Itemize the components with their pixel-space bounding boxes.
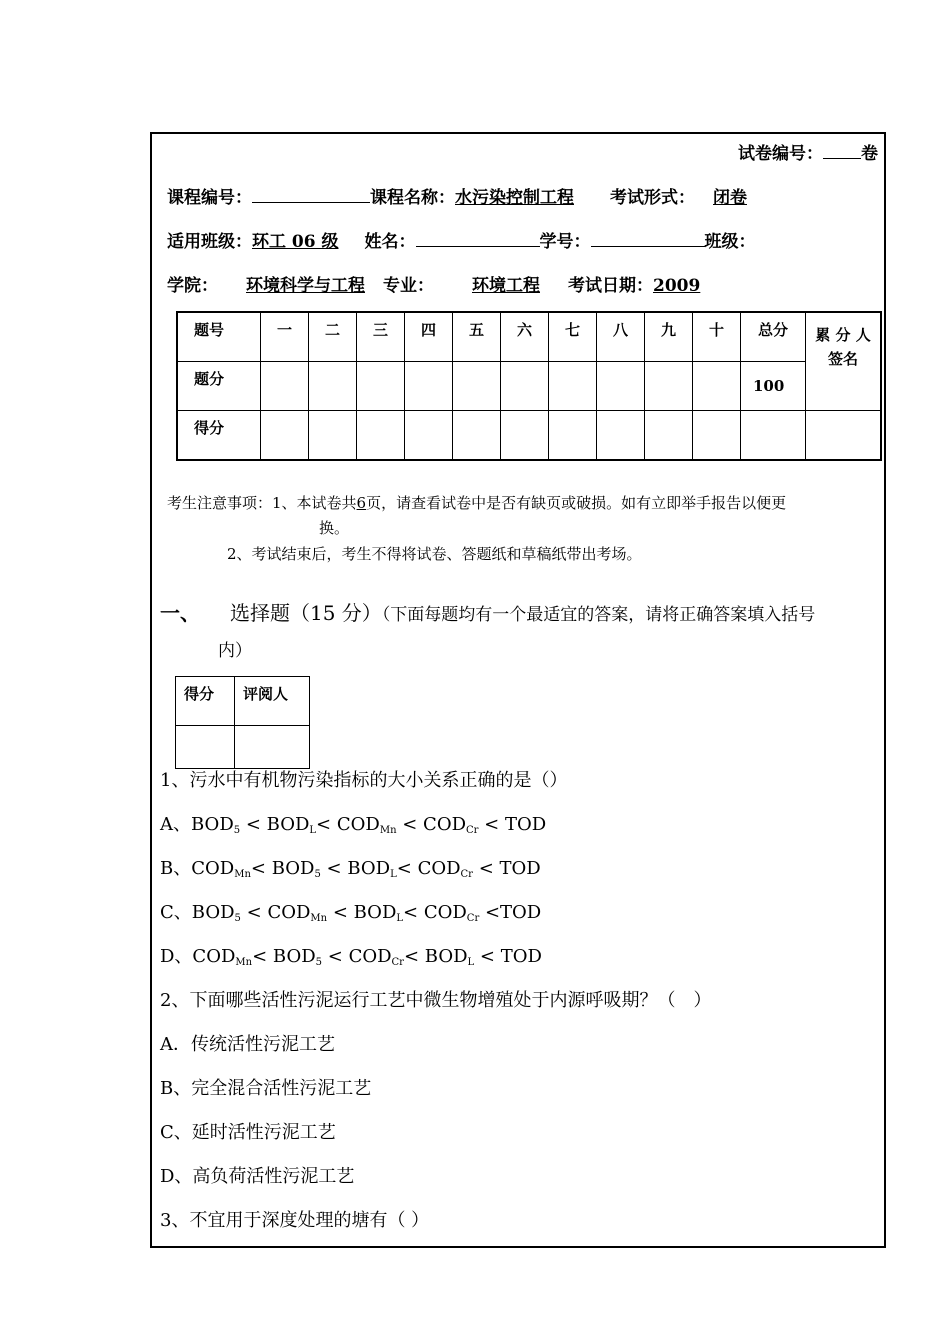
lt: < <box>474 946 501 967</box>
total-points: 100 <box>741 362 806 411</box>
grader-table <box>175 676 310 769</box>
sub-5: 5 <box>233 825 241 836</box>
points-cell[interactable] <box>693 362 741 411</box>
col-header: 二 <box>309 312 357 362</box>
paper-number-blank[interactable] <box>823 142 861 159</box>
row-label-points: 题分 <box>177 362 261 411</box>
college-label: 学院： <box>167 276 218 296</box>
section-instruction-cont: 内） <box>218 641 252 661</box>
paper-number-suffix: 卷 <box>861 144 878 164</box>
q1a-prefix: A、BOD <box>160 814 234 835</box>
course-name-label: 课程名称： <box>370 188 455 208</box>
signer-sign-cell[interactable] <box>806 411 882 461</box>
earned-cell[interactable] <box>501 411 549 461</box>
course-no-label: 课程编号： <box>167 188 252 208</box>
name-blank[interactable] <box>416 230 540 247</box>
q2-option-a: A．传统活性污泥工艺 <box>160 1034 335 1055</box>
lt: < <box>322 946 349 967</box>
q1b-prefix: B、COD <box>160 858 235 879</box>
col-header: 三 <box>357 312 405 362</box>
signer-cell <box>806 312 882 411</box>
notes-line-1 <box>167 492 786 513</box>
lt: < <box>396 858 418 879</box>
section-number: 一、 <box>160 601 200 625</box>
grader-score-label: 得分 <box>176 677 235 726</box>
lt: < <box>403 902 424 923</box>
lt: < <box>396 814 424 835</box>
notes-line-1-cont: 换。 <box>319 519 350 537</box>
notes-line-2: 2、考试结束后，考生不得将试卷、答题纸和草稿纸带出考场。 <box>227 545 642 563</box>
col-header: 六 <box>501 312 549 362</box>
lt: < <box>327 902 354 923</box>
tod: TOD <box>504 814 547 835</box>
col-header: 七 <box>549 312 597 362</box>
col-header: 一 <box>261 312 309 362</box>
q1-option-c <box>160 898 541 924</box>
sub-l: L <box>467 957 475 968</box>
cod: COD <box>423 814 467 835</box>
sub-cr: Cr <box>391 957 404 968</box>
bod: BOD <box>266 814 310 835</box>
sub-cr: Cr <box>460 869 473 880</box>
tod: TOD <box>500 946 542 967</box>
lt: < <box>320 858 348 879</box>
lt: < <box>240 814 267 835</box>
cod: COD <box>417 858 461 879</box>
exam-date-value: 2009 <box>653 276 701 296</box>
bod: BOD <box>353 902 397 923</box>
cod: COD <box>267 902 311 923</box>
q1-option-b <box>160 854 541 880</box>
points-cell[interactable] <box>453 362 501 411</box>
bod: BOD <box>424 946 468 967</box>
section-heading <box>160 597 815 626</box>
student-no-label: 学号： <box>539 232 591 252</box>
lt-tod: <TOD <box>479 902 542 923</box>
major-label: 专业： <box>383 276 434 296</box>
earned-cell[interactable] <box>549 411 597 461</box>
q1-option-a <box>160 810 546 836</box>
sub-cr: Cr <box>466 913 480 924</box>
points-cell[interactable] <box>309 362 357 411</box>
col-header-total: 总分 <box>741 312 806 362</box>
sub-5: 5 <box>315 957 323 968</box>
lt: < <box>478 814 505 835</box>
course-no-blank[interactable] <box>252 186 370 203</box>
bod: BOD <box>347 858 391 879</box>
major-value: 环境工程 <box>472 276 540 296</box>
lt: < <box>472 858 500 879</box>
signer-label-2: 签名 <box>827 350 858 368</box>
score-row-points <box>177 362 881 411</box>
lt: < <box>250 858 272 879</box>
points-cell[interactable] <box>645 362 693 411</box>
exam-date-label: 考试日期： <box>568 276 653 296</box>
sub-mn: Mn <box>234 869 251 880</box>
q1-option-d <box>160 942 542 968</box>
col-header: 九 <box>645 312 693 362</box>
exam-form-label: 考试形式： <box>610 188 695 208</box>
college-value: 环境科学与工程 <box>246 276 365 296</box>
question-3: 3、不宜用于深度处理的塘有（ ） <box>160 1210 430 1231</box>
points-cell[interactable] <box>549 362 597 411</box>
name-label: 姓名： <box>364 232 416 252</box>
cod: COD <box>336 814 380 835</box>
points-cell[interactable] <box>357 362 405 411</box>
earned-cell[interactable] <box>453 411 501 461</box>
student-line <box>167 227 756 252</box>
cod: COD <box>348 946 392 967</box>
section-title: 选择题（15 分） <box>230 601 382 625</box>
grader-name-label: 评阅人 <box>235 677 310 726</box>
exam-form-value: 闭卷 <box>713 188 747 208</box>
lt: < <box>316 814 337 835</box>
sub-l: L <box>390 869 397 880</box>
tod: TOD <box>499 858 541 879</box>
course-name-value: 水污染控制工程 <box>455 188 574 208</box>
earned-cell[interactable] <box>645 411 693 461</box>
sub-mn: Mn <box>235 957 253 968</box>
sub-mn: Mn <box>379 825 397 836</box>
lt: < <box>252 946 273 967</box>
group-label: 班级： <box>704 232 756 252</box>
earned-cell[interactable] <box>357 411 405 461</box>
earned-cell[interactable] <box>693 411 741 461</box>
grader-name-cell[interactable] <box>235 726 310 769</box>
sub-mn: Mn <box>310 913 328 924</box>
earned-cell[interactable] <box>405 411 453 461</box>
lt: < <box>403 946 425 967</box>
course-line <box>167 183 811 208</box>
lt: < <box>240 902 268 923</box>
row-label-earned: 得分 <box>177 411 261 461</box>
sub-l: L <box>309 825 317 836</box>
sub-cr: Cr <box>466 825 479 836</box>
points-cell[interactable] <box>261 362 309 411</box>
sub-5: 5 <box>314 869 321 880</box>
score-row-question <box>177 312 881 362</box>
grader-score-cell[interactable] <box>176 726 235 769</box>
earned-cell[interactable] <box>597 411 645 461</box>
row-label-question: 题号 <box>177 312 261 362</box>
col-header: 八 <box>597 312 645 362</box>
points-cell[interactable] <box>405 362 453 411</box>
col-header: 十 <box>693 312 741 362</box>
notes-page-count: 6 <box>356 494 367 512</box>
q2-option-d: D、高负荷活性污泥工艺 <box>160 1166 355 1187</box>
sub-5: 5 <box>234 913 241 924</box>
class-label: 适用班级： <box>167 232 252 252</box>
notes-text: 考生注意事项：1、本试卷共 <box>167 494 357 512</box>
score-row-earned <box>177 411 881 461</box>
paper-number-label: 试卷编号： <box>738 144 823 164</box>
signer-label-1: 累 分 人 <box>815 326 871 344</box>
col-header: 五 <box>453 312 501 362</box>
points-cell[interactable] <box>501 362 549 411</box>
class-value: 环工 06 级 <box>252 232 339 252</box>
question-2: 2、下面哪些活性污泥运行工艺中微生物增殖处于内源呼吸期？（ ） <box>160 990 712 1011</box>
earned-cell[interactable] <box>261 411 309 461</box>
cod: COD <box>423 902 467 923</box>
earned-cell[interactable] <box>741 411 806 461</box>
points-cell[interactable] <box>597 362 645 411</box>
paper-number <box>738 139 878 164</box>
q2-option-b: B、完全混合活性污泥工艺 <box>160 1078 372 1099</box>
bod: BOD <box>272 946 316 967</box>
sub-l: L <box>396 913 404 924</box>
student-no-blank[interactable] <box>591 230 705 247</box>
earned-cell[interactable] <box>309 411 357 461</box>
col-header: 四 <box>405 312 453 362</box>
notes-text: 页，请查看试卷中是否有缺页或破损。如有立即举手报告以便更 <box>366 494 787 512</box>
score-table <box>176 311 882 461</box>
section-instruction: （下面每题均有一个最适宜的答案，请将正确答案填入括号 <box>381 605 816 625</box>
question-1: 1、污水中有机物污染指标的大小关系正确的是（） <box>160 770 568 791</box>
q1c-prefix: C、BOD <box>160 902 235 923</box>
q2-option-c: C、延时活性污泥工艺 <box>160 1122 336 1143</box>
college-line <box>167 271 718 296</box>
q1d-prefix: D、COD <box>160 946 236 967</box>
bod: BOD <box>271 858 315 879</box>
